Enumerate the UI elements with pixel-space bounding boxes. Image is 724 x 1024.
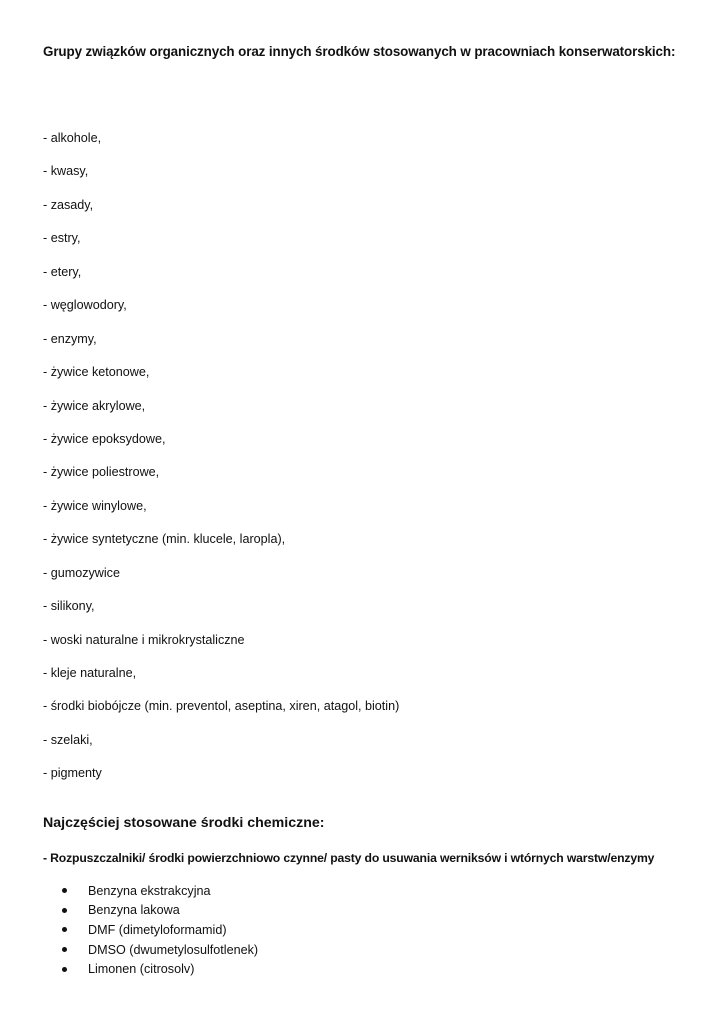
section-subheading: - Rozpuszczalniki/ środki powierzchniowo czynne/ pasty do usuwania werniksów i wtórnych warstw/enzymy: [43, 851, 655, 865]
list-item: [62, 940, 258, 960]
bullet-icon: [62, 888, 67, 893]
compound-groups-list: [43, 129, 399, 798]
list-item: - żywice epoksydowe,: [43, 431, 166, 446]
list-item: - żywice syntetyczne (min. klucele, laropla),: [43, 532, 286, 547]
list-item: [62, 920, 258, 940]
list-item-label: Benzyna ekstrakcyjna: [88, 883, 211, 898]
list-item: - gumozywice: [43, 565, 120, 580]
bullet-icon: [62, 967, 67, 972]
bullet-icon: [62, 947, 67, 952]
list-item: - alkohole,: [43, 131, 102, 145]
list-item: - węglowodory,: [43, 298, 127, 313]
chemicals-bullet-list: [62, 881, 258, 979]
list-item: - pigmenty: [43, 766, 102, 781]
list-item: - żywice winylowe,: [43, 498, 147, 513]
list-item: - żywice akrylowe,: [43, 398, 146, 413]
list-item: - środki biobójcze (min. preventol, aseptina, xiren, atagol, biotin): [43, 699, 400, 714]
list-item: - estry,: [43, 231, 81, 246]
list-item: - szelaki,: [43, 732, 93, 747]
list-item: - woski naturalne i mikrokrystaliczne: [43, 632, 245, 647]
bullet-icon: [62, 908, 67, 913]
list-item: - enzymy,: [43, 331, 97, 346]
list-item: [62, 881, 258, 901]
list-item: - żywice poliestrowe,: [43, 465, 160, 480]
document-title: Grupy związków organicznych oraz innych środków stosowanych w pracowniach konserwatorskich:: [43, 44, 676, 59]
list-item-label: Benzyna lakowa: [88, 903, 180, 918]
list-item-label: DMF (dimetyloformamid): [88, 922, 227, 937]
list-item-label: DMSO (dwumetylosulfotlenek): [88, 942, 259, 957]
section-heading: Najczęściej stosowane środki chemiczne:: [43, 815, 325, 831]
bullet-icon: [62, 927, 67, 932]
list-item: - kwasy,: [43, 164, 89, 179]
list-item: - zasady,: [43, 197, 94, 212]
list-item: [62, 901, 258, 921]
list-item: - silikony,: [43, 599, 95, 614]
list-item-label: Limonen (citrosolv): [88, 962, 195, 977]
list-item: - kleje naturalne,: [43, 666, 137, 680]
list-item: [62, 959, 258, 979]
list-item: - etery,: [43, 264, 82, 279]
list-item: - żywice ketonowe,: [43, 365, 150, 380]
